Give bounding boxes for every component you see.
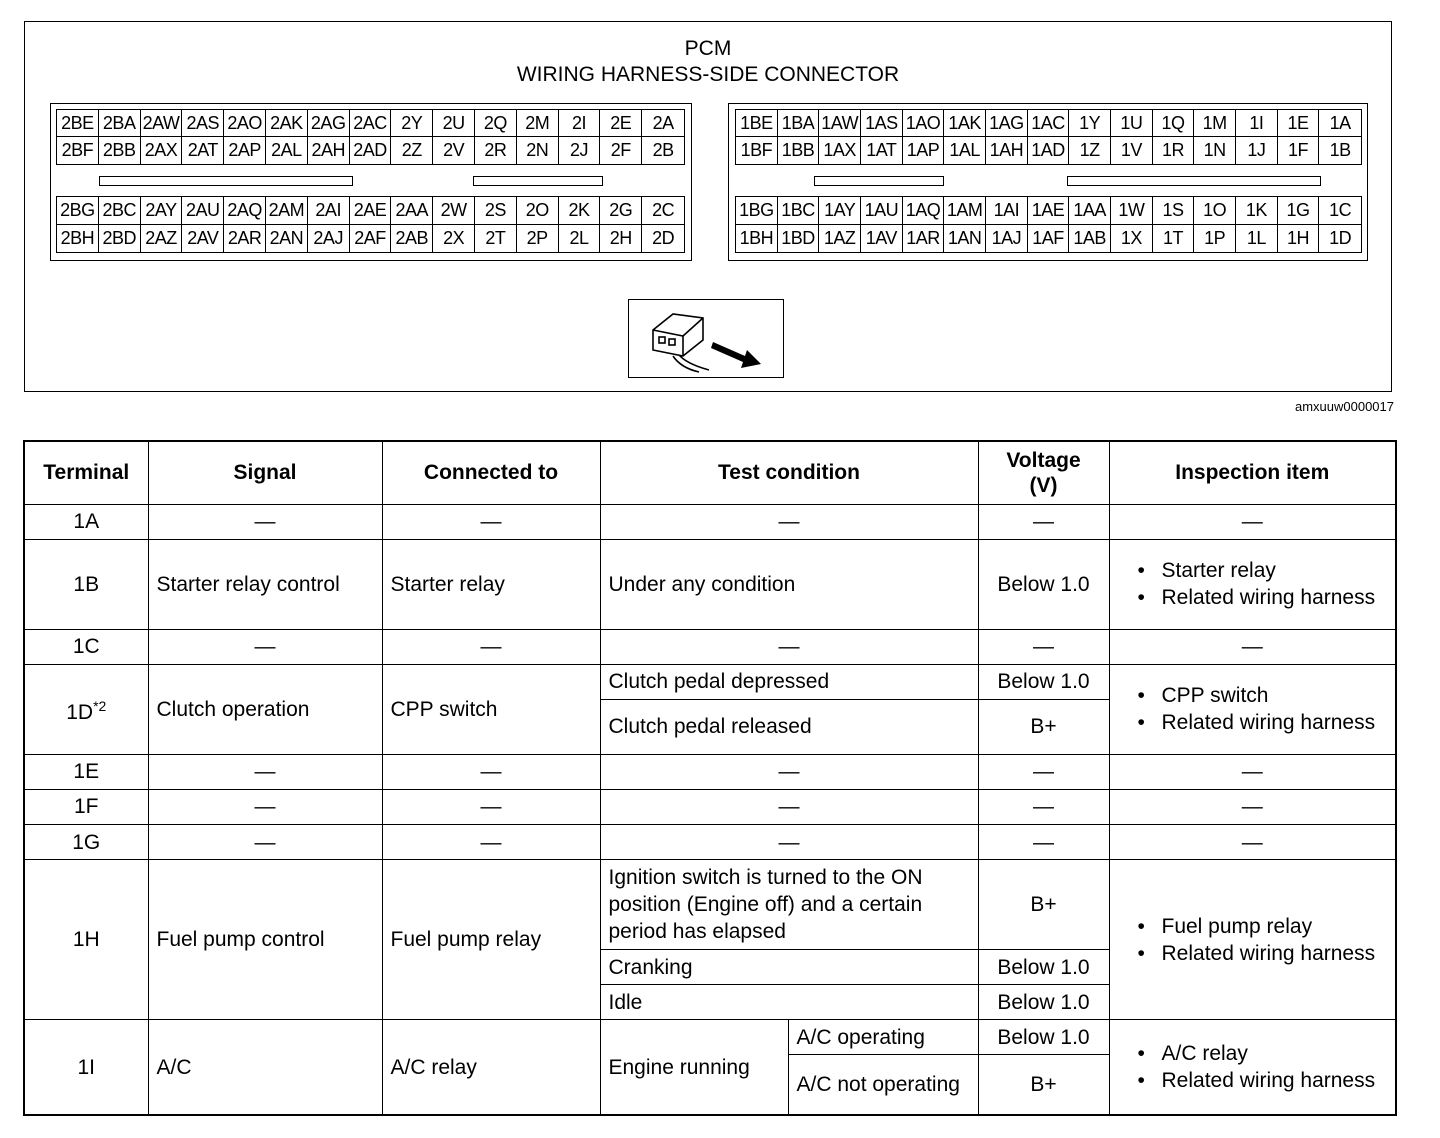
connector-1-key-slot	[814, 176, 944, 186]
connector-pin: 2AM	[266, 197, 308, 225]
connector-pin: 2AA	[391, 197, 433, 225]
connector-pin: 2AJ	[308, 225, 350, 253]
terminal-cell: 1E	[24, 754, 148, 789]
connector-pin: 1Z	[1069, 137, 1111, 164]
terminal-cell: 1G	[24, 825, 148, 860]
connector-pin: 2U	[433, 110, 475, 137]
terminal-label: 1D	[66, 700, 94, 724]
connector-pin: 2AK	[266, 110, 308, 137]
dash-cell: —	[978, 629, 1109, 664]
connector-pin: 2AN	[266, 225, 308, 253]
connector-pin: 2D	[652, 227, 675, 248]
connector-pin: 1AN	[944, 225, 986, 253]
connector-pin: 2AB	[391, 225, 433, 253]
connector-pin: 1AB	[1069, 225, 1111, 253]
connector-pin: 2F	[600, 137, 642, 164]
signal-cell: Clutch operation	[148, 664, 382, 754]
connector-pin: 2BF	[57, 137, 99, 164]
inspection-item: • Related wiring harness	[1138, 940, 1388, 967]
inspection-item: • Starter relay	[1138, 557, 1388, 584]
connector-pin: 2AF	[350, 225, 392, 253]
dash-cell: —	[600, 754, 978, 789]
terminal-table	[23, 440, 1397, 1116]
connector-pin: 2A	[642, 110, 684, 137]
connected-cell: A/C relay	[382, 1020, 600, 1115]
connector-pin: 1U	[1111, 110, 1153, 137]
connector-pin: 2P	[517, 225, 559, 253]
connector-2-key-slot	[473, 176, 603, 186]
connector-pin: 2L	[559, 225, 601, 253]
connector-pin: 2BG	[57, 197, 99, 225]
voltage-cell: Below 1.0	[978, 664, 1109, 699]
connector-2	[50, 103, 692, 261]
connector-pin: 1AP	[903, 137, 945, 164]
connector-1-key-slot	[1067, 176, 1321, 186]
connector-pin: 1D	[1329, 227, 1352, 248]
connector-pin: 2N	[517, 137, 559, 164]
connector-pin: 1V	[1111, 137, 1153, 164]
connector-pin: 1J	[1236, 137, 1278, 164]
connector-pin: 2E	[600, 110, 642, 137]
connector-pin: 2AG	[308, 110, 350, 137]
connector-pin: 2S	[475, 197, 517, 225]
voltage-cell: B+	[978, 1055, 1109, 1115]
diagram-title	[25, 36, 1391, 88]
connector-pin: 1I	[1236, 110, 1278, 137]
connector-pin: 2BA	[99, 110, 141, 137]
connector-pin: 1AT	[861, 137, 903, 164]
connector-pin: 1AZ	[819, 225, 861, 253]
header-voltage-line2: (V)	[1029, 473, 1058, 497]
connector-pin: 1AK	[944, 110, 986, 137]
connector-pin: 2AU	[182, 197, 224, 225]
dash-cell: —	[978, 504, 1109, 539]
connector-pin: 1AH	[986, 137, 1028, 164]
connector-pin: 2AL	[266, 137, 308, 164]
connector-pin: 2K	[559, 197, 601, 225]
connector-pin: 2M	[517, 110, 559, 137]
condition-cell: Engine running	[600, 1020, 788, 1115]
table-row	[24, 539, 1396, 629]
connector-2-key-slot	[99, 176, 353, 186]
voltage-cell: Below 1.0	[978, 539, 1109, 629]
connector-pin: 1S	[1153, 197, 1195, 225]
connector-pin: 1BD	[778, 225, 820, 253]
condition-cell: Cranking	[600, 950, 978, 985]
connector-1	[728, 103, 1368, 261]
connector-pin: 2O	[517, 197, 559, 225]
connector-pin: 1AR	[903, 225, 945, 253]
header-inspection-item: Inspection item	[1109, 441, 1396, 504]
dash-cell: —	[382, 789, 600, 824]
terminal-cell: 1B	[24, 539, 148, 629]
terminal-cell: 1I	[24, 1020, 148, 1115]
connector-pin: 1AA	[1069, 197, 1111, 225]
dash-cell: —	[1109, 629, 1396, 664]
sub-condition-cell: A/C operating	[788, 1020, 978, 1055]
connector-pin: 1H	[1278, 225, 1320, 253]
connector-pin: 1AF	[1028, 225, 1070, 253]
connector-pin: 1BB	[778, 137, 820, 164]
connector-pin: 1AM	[944, 197, 986, 225]
connector-pin: 2B	[652, 140, 674, 160]
dash-cell: —	[600, 789, 978, 824]
connector-pin: 1BF	[736, 137, 778, 164]
dash-cell: —	[148, 825, 382, 860]
connector-pin: 2AP	[224, 137, 266, 164]
condition-cell: Under any condition	[600, 539, 978, 629]
connector-pin: 1X	[1111, 225, 1153, 253]
connector-pin: 1O	[1194, 197, 1236, 225]
voltage-cell: B+	[978, 860, 1109, 950]
connector-pin: 1E	[1278, 110, 1320, 137]
table-row	[24, 789, 1396, 824]
connector-pin: 2Z	[391, 137, 433, 164]
connector-pin: 1T	[1153, 225, 1195, 253]
terminal-cell: 1A	[24, 504, 148, 539]
header-voltage-line1: Voltage	[1006, 448, 1081, 472]
inspection-cell	[1109, 1020, 1396, 1115]
dash-cell: —	[148, 504, 382, 539]
connector-plug-icon	[629, 300, 782, 376]
connector-pin: 2AX	[141, 137, 183, 164]
connector-pin: 2G	[600, 197, 642, 225]
connector-pin: 1AD	[1028, 137, 1070, 164]
connected-cell: Fuel pump relay	[382, 860, 600, 1020]
condition-cell: Clutch pedal released	[600, 699, 978, 754]
terminal-cell: 1C	[24, 629, 148, 664]
diagram-title-line2: WIRING HARNESS-SIDE CONNECTOR	[516, 63, 900, 86]
connector-pin: 1AY	[819, 197, 861, 225]
header-signal: Signal	[148, 441, 382, 504]
connector-1-bottom-pins	[735, 196, 1362, 253]
header-test-condition: Test condition	[600, 441, 978, 504]
connector-pin: 1AS	[861, 110, 903, 137]
connector-pin: 2AW	[141, 110, 183, 137]
dash-cell: —	[382, 629, 600, 664]
terminal-cell: 1H	[24, 860, 148, 1020]
dash-cell: —	[1109, 754, 1396, 789]
inspection-item: • CPP switch	[1138, 682, 1388, 709]
table-row	[24, 504, 1396, 539]
connector-2-bottom-pins	[56, 196, 685, 253]
inspection-item: • Related wiring harness	[1138, 1067, 1388, 1094]
table-row	[24, 629, 1396, 664]
condition-cell: Ignition switch is turned to the ON position (Engine off) and a certain period has elapsed	[600, 860, 978, 950]
connector-pin: 1AI	[986, 197, 1028, 225]
connector-pin: 1K	[1236, 197, 1278, 225]
connector-pin: 1BH	[736, 225, 778, 253]
dash-cell: —	[148, 789, 382, 824]
dash-cell: —	[978, 789, 1109, 824]
connector-pin: 1AC	[1028, 110, 1070, 137]
connector-pin: 1L	[1236, 225, 1278, 253]
connector-pin: 2AR	[224, 225, 266, 253]
connector-pin: 1BA	[778, 110, 820, 137]
connector-pin: 1P	[1194, 225, 1236, 253]
connector-pin: 1BE	[736, 110, 778, 137]
condition-cell: Clutch pedal depressed	[600, 664, 978, 699]
connector-pin: 2J	[559, 137, 601, 164]
connector-pin: 2H	[600, 225, 642, 253]
voltage-cell: B+	[978, 699, 1109, 754]
terminal-cell: 1F	[24, 789, 148, 824]
connector-pin: 1BC	[778, 197, 820, 225]
connector-pin: 1Q	[1153, 110, 1195, 137]
inspection-item: • Related wiring harness	[1138, 584, 1388, 611]
connector-pin: 2BC	[99, 197, 141, 225]
connector-pin: 1AJ	[986, 225, 1028, 253]
connector-pin: 2BD	[99, 225, 141, 253]
voltage-cell: Below 1.0	[978, 1020, 1109, 1055]
figure-code: amxuuw0000017	[1294, 399, 1394, 414]
connector-pin: 2I	[559, 110, 601, 137]
signal-cell: Fuel pump control	[148, 860, 382, 1020]
connector-pin: 1B	[1329, 140, 1351, 160]
signal-cell: Starter relay control	[148, 539, 382, 629]
connector-pin: 1AV	[861, 225, 903, 253]
connector-pin: 1BG	[736, 197, 778, 225]
connector-1-top-pins	[735, 109, 1362, 165]
voltage-cell: Below 1.0	[978, 985, 1109, 1020]
dash-cell: —	[600, 629, 978, 664]
table-row	[24, 860, 1396, 950]
dash-cell: —	[382, 825, 600, 860]
connector-pin: 2Q	[475, 110, 517, 137]
dash-cell: —	[978, 754, 1109, 789]
condition-cell: Idle	[600, 985, 978, 1020]
connector-pin: 2AD	[350, 137, 392, 164]
connector-pin: 1AW	[819, 110, 861, 137]
table-row	[24, 754, 1396, 789]
table-header-row	[24, 441, 1396, 504]
connector-pin: 1AG	[986, 110, 1028, 137]
connector-pin: 1AL	[944, 137, 986, 164]
connector-pin: 1AQ	[903, 197, 945, 225]
connector-pin: 2AQ	[224, 197, 266, 225]
connector-pin: 1M	[1194, 110, 1236, 137]
connector-pin: 1R	[1153, 137, 1195, 164]
connector-pin: 1AU	[861, 197, 903, 225]
connector-pin: 2AS	[182, 110, 224, 137]
dash-cell: —	[1109, 504, 1396, 539]
inspection-item: • Related wiring harness	[1138, 709, 1388, 736]
connector-pin: 1Y	[1069, 110, 1111, 137]
connector-pin: 1G	[1278, 197, 1320, 225]
connector-pin: 2AZ	[141, 225, 183, 253]
connector-pin: 1N	[1194, 137, 1236, 164]
connector-pin: 2BH	[57, 225, 99, 253]
connector-pin: 1AX	[819, 137, 861, 164]
dash-cell: —	[148, 629, 382, 664]
connector-pin: 2AE	[350, 197, 392, 225]
signal-cell: A/C	[148, 1020, 382, 1115]
header-connected-to: Connected to	[382, 441, 600, 504]
header-terminal: Terminal	[24, 441, 148, 504]
dash-cell: —	[600, 825, 978, 860]
voltage-cell: Below 1.0	[978, 950, 1109, 985]
connector-view-icon	[628, 299, 784, 378]
connector-pin: 2AT	[182, 137, 224, 164]
diagram-title-line1: PCM	[684, 37, 732, 60]
terminal-footnote: *2	[93, 697, 107, 714]
connector-pin: 1AE	[1028, 197, 1070, 225]
header-voltage	[978, 441, 1109, 504]
connector-pin: 2AH	[308, 137, 350, 164]
dash-cell: —	[1109, 825, 1396, 860]
dash-cell: —	[600, 504, 978, 539]
connector-pin: 1A	[1319, 110, 1361, 137]
connector-pin: 2W	[433, 197, 475, 225]
inspection-item: • A/C relay	[1138, 1040, 1388, 1067]
connector-pin: 2Y	[391, 110, 433, 137]
connector-pin: 2AI	[308, 197, 350, 225]
connector-pin: 2BE	[57, 110, 99, 137]
connector-pin: 2AY	[141, 197, 183, 225]
table-row	[24, 1020, 1396, 1055]
inspection-cell	[1109, 664, 1396, 754]
sub-condition-cell: A/C not operating	[788, 1055, 978, 1115]
connected-cell: CPP switch	[382, 664, 600, 754]
table-row	[24, 825, 1396, 860]
connector-pin: 2V	[433, 137, 475, 164]
connector-pin: 2AC	[350, 110, 392, 137]
dash-cell: —	[148, 754, 382, 789]
connected-cell: Starter relay	[382, 539, 600, 629]
table-row	[24, 664, 1396, 699]
connector-pin: 1W	[1111, 197, 1153, 225]
connector-pin: 2C	[642, 197, 684, 225]
connector-2-top-pins	[56, 109, 685, 165]
inspection-item: • Fuel pump relay	[1138, 913, 1388, 940]
connector-diagram	[24, 21, 1392, 392]
inspection-cell	[1109, 860, 1396, 1020]
connector-pin: 2T	[475, 225, 517, 253]
connector-pin: 2R	[475, 137, 517, 164]
connector-pin: 1F	[1278, 137, 1320, 164]
dash-cell: —	[382, 754, 600, 789]
connector-pin: 2AO	[224, 110, 266, 137]
connector-pin: 2X	[433, 225, 475, 253]
connector-pin: 1AO	[903, 110, 945, 137]
dash-cell: —	[978, 825, 1109, 860]
connector-pin: 1C	[1319, 197, 1361, 225]
connector-pin: 2AV	[182, 225, 224, 253]
dash-cell: —	[1109, 789, 1396, 824]
inspection-cell	[1109, 539, 1396, 629]
connector-pin: 2BB	[99, 137, 141, 164]
dash-cell: —	[382, 504, 600, 539]
terminal-cell	[24, 664, 148, 754]
